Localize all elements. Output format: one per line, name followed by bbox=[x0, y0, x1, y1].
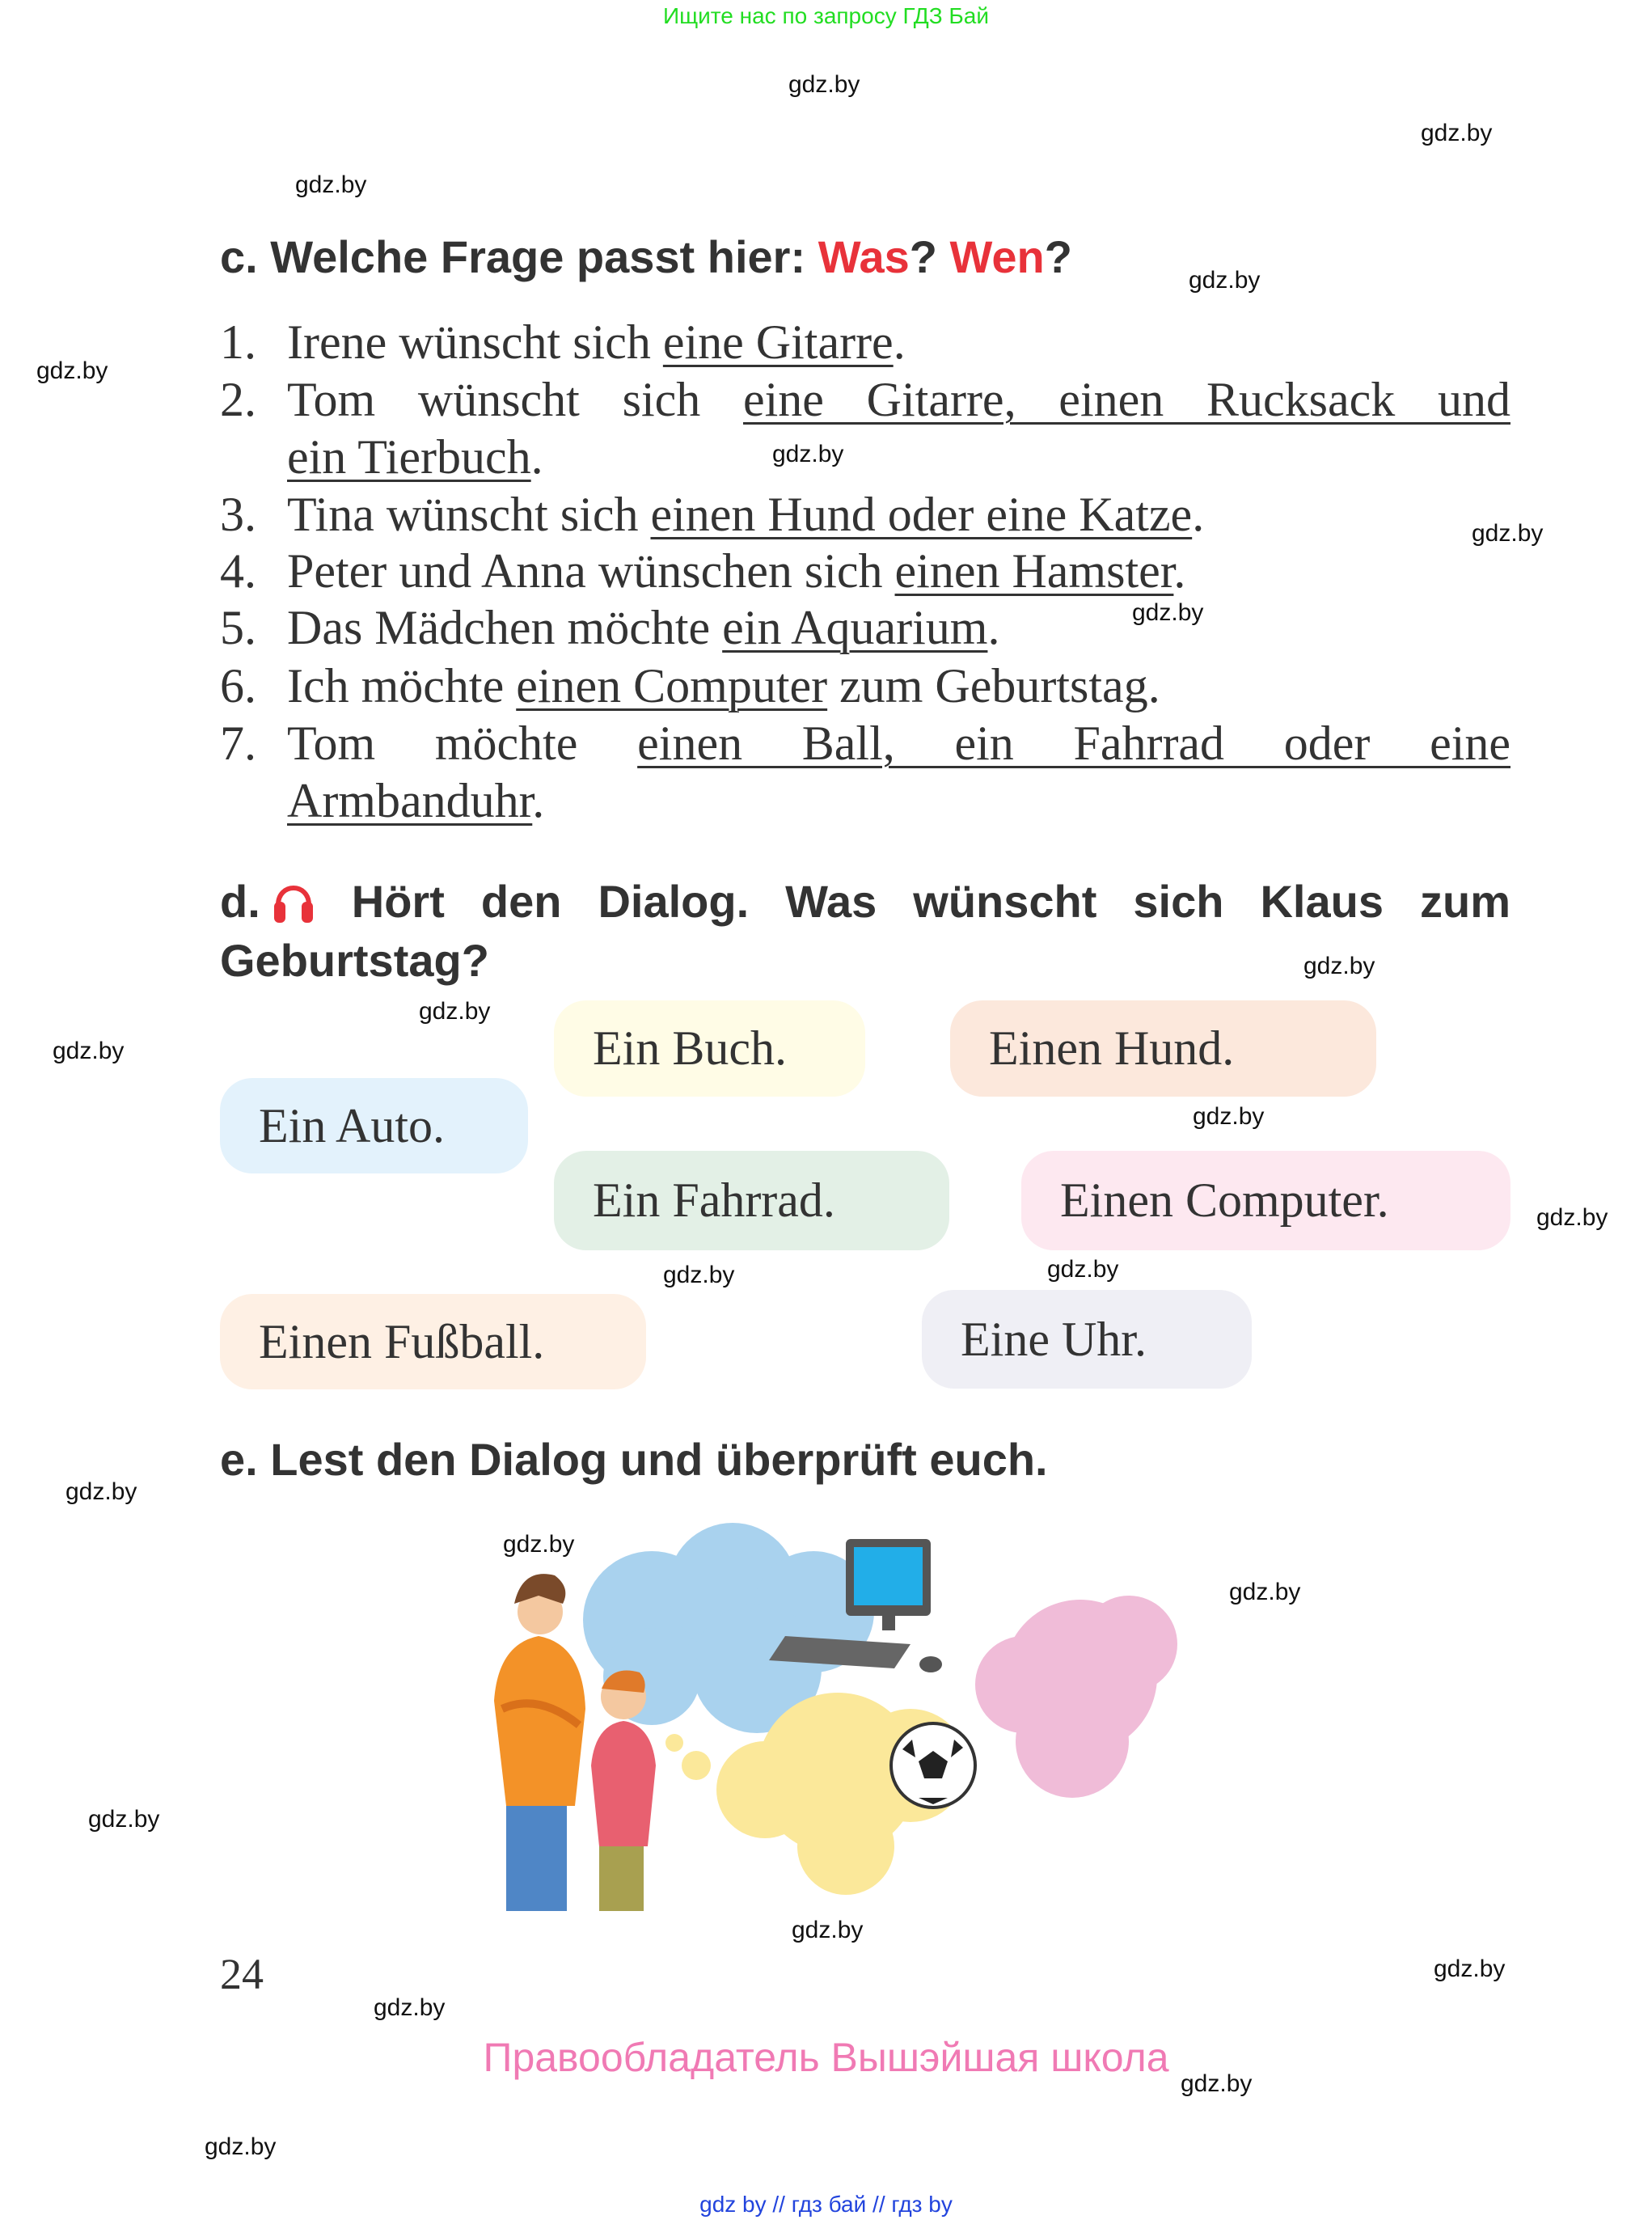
heading-text: c. Welche Frage passt hier: bbox=[220, 231, 818, 282]
heading-word: Klaus bbox=[1260, 876, 1384, 927]
copyright-notice: Правообладатель Вышэйшая школа bbox=[483, 2035, 1169, 2080]
watermark: gdz.by bbox=[205, 2133, 277, 2160]
item-tail: . bbox=[893, 315, 906, 369]
option-einen-computer[interactable]: Einen Computer. bbox=[1021, 1151, 1510, 1250]
section-letter: d. bbox=[220, 876, 260, 927]
item-plain: Irene wünscht sich bbox=[287, 315, 663, 369]
item-plain: Tom wünscht sich bbox=[287, 373, 743, 426]
item-number: 6. bbox=[220, 659, 256, 712]
watermark: gdz.by bbox=[1472, 520, 1544, 547]
item-tail: . bbox=[987, 601, 1000, 654]
watermark: gdz.by bbox=[1536, 1204, 1608, 1231]
item-answer: eine Gitarre, einen Rucksack und bbox=[743, 373, 1510, 426]
item-tail: . bbox=[532, 774, 545, 827]
watermark: gdz.by bbox=[295, 171, 367, 198]
watermark: gdz.by bbox=[1303, 953, 1375, 979]
item-plain: Tom möchte bbox=[287, 717, 638, 770]
heading-word: Hört bbox=[351, 876, 445, 927]
heading-word: Dialog. bbox=[598, 876, 750, 927]
item-number: 5. bbox=[220, 601, 256, 654]
item-text bbox=[287, 486, 1510, 543]
heading-word: wünscht bbox=[913, 876, 1097, 927]
item-answer: ein Tierbuch bbox=[287, 430, 531, 484]
watermark: gdz.by bbox=[792, 1917, 864, 1943]
item-text bbox=[287, 599, 1510, 657]
item-text bbox=[287, 314, 1510, 371]
item-answer: ein Aquarium bbox=[722, 601, 988, 654]
watermark: gdz.by bbox=[1181, 2070, 1253, 2097]
section-c-heading bbox=[220, 230, 1072, 283]
watermark: gdz.by bbox=[1434, 1956, 1506, 1982]
headphones-icon bbox=[272, 877, 315, 926]
soccer-ball-icon bbox=[891, 1723, 975, 1808]
item-text bbox=[287, 543, 1510, 600]
pink-thought-cloud bbox=[975, 1596, 1177, 1798]
item-number: 3. bbox=[220, 488, 256, 541]
item-number: 7. bbox=[220, 717, 256, 770]
heading-word: sich bbox=[1133, 876, 1224, 927]
item-tail: zum Geburtstag. bbox=[827, 659, 1160, 712]
item-answer: eine Gitarre bbox=[662, 315, 894, 369]
item-tail: . bbox=[1173, 544, 1186, 598]
watermark: gdz.by bbox=[772, 441, 844, 467]
option-einen-fussball[interactable]: Einen Fußball. bbox=[220, 1294, 646, 1389]
item-number: 1. bbox=[220, 315, 256, 369]
watermark: gdz.by bbox=[88, 1806, 160, 1833]
watermark: gdz.by bbox=[419, 998, 491, 1025]
watermark: gdz.by bbox=[1421, 120, 1493, 146]
question-wen: Wen bbox=[949, 231, 1045, 282]
heading-word: Was bbox=[785, 876, 877, 927]
heading-line-2: Geburtstag? bbox=[220, 935, 489, 986]
section-e-heading: e. Lest den Dialog und überprüft euch. bbox=[220, 1434, 1048, 1485]
question-was: Was bbox=[818, 231, 910, 282]
watermark: gdz.by bbox=[1229, 1579, 1301, 1605]
option-eine-uhr[interactable]: Eine Uhr. bbox=[922, 1290, 1252, 1389]
separator: ? bbox=[909, 231, 950, 282]
watermark: gdz.by bbox=[1189, 267, 1261, 294]
watermark: gdz.by bbox=[36, 357, 108, 384]
option-ein-fahrrad[interactable]: Ein Fahrrad. bbox=[554, 1151, 949, 1250]
option-ein-buch[interactable]: Ein Buch. bbox=[554, 1000, 865, 1097]
item-plain: Das Mädchen möchte bbox=[287, 601, 723, 654]
heading-word: den bbox=[480, 876, 562, 927]
watermark: gdz.by bbox=[1047, 1256, 1119, 1283]
watermark: gdz.by bbox=[374, 1994, 446, 2021]
heading-line-1 bbox=[220, 875, 1510, 928]
question-mark: ? bbox=[1044, 231, 1072, 282]
item-answer: einen Hamster bbox=[894, 544, 1174, 598]
item-number: 4. bbox=[220, 544, 256, 598]
item-number: 2. bbox=[220, 373, 256, 426]
option-einen-hund[interactable]: Einen Hund. bbox=[950, 1000, 1376, 1097]
watermark: gdz.by bbox=[65, 1478, 137, 1505]
item-answer: Armbanduhr bbox=[287, 774, 533, 827]
item-tail: . bbox=[1192, 488, 1205, 541]
item-answer: einen Ball, ein Fahrrad oder eine bbox=[637, 717, 1511, 770]
search-banner[interactable]: Ищите нас по запросу ГДЗ Бай bbox=[662, 3, 990, 28]
item-text bbox=[287, 371, 1510, 429]
item-answer: einen Computer bbox=[516, 659, 828, 712]
watermark: gdz.by bbox=[663, 1262, 735, 1288]
page-number: 24 bbox=[220, 1950, 264, 1998]
footer-links[interactable]: gdz by // гдз бай // гдз by bbox=[699, 2192, 953, 2217]
item-tail: . bbox=[530, 430, 543, 484]
item-text bbox=[287, 772, 1510, 830]
heading-word: zum bbox=[1420, 876, 1510, 927]
watermark: gdz.by bbox=[1193, 1103, 1265, 1130]
watermark: gdz.by bbox=[503, 1531, 575, 1558]
watermark: gdz.by bbox=[788, 71, 860, 98]
item-plain: Tina wünscht sich bbox=[287, 488, 651, 541]
item-text bbox=[287, 715, 1510, 772]
woman-figure bbox=[494, 1574, 585, 1911]
item-plain: Ich möchte bbox=[287, 659, 517, 712]
item-answer: einen Hund oder eine Katze bbox=[650, 488, 1193, 541]
watermark: gdz.by bbox=[1132, 599, 1204, 626]
dialog-illustration bbox=[490, 1523, 1222, 1911]
option-ein-auto[interactable]: Ein Auto. bbox=[220, 1078, 528, 1173]
watermark: gdz.by bbox=[53, 1038, 125, 1064]
item-text bbox=[287, 429, 1510, 486]
item-text bbox=[287, 657, 1510, 715]
item-plain: Peter und Anna wünschen sich bbox=[287, 544, 895, 598]
